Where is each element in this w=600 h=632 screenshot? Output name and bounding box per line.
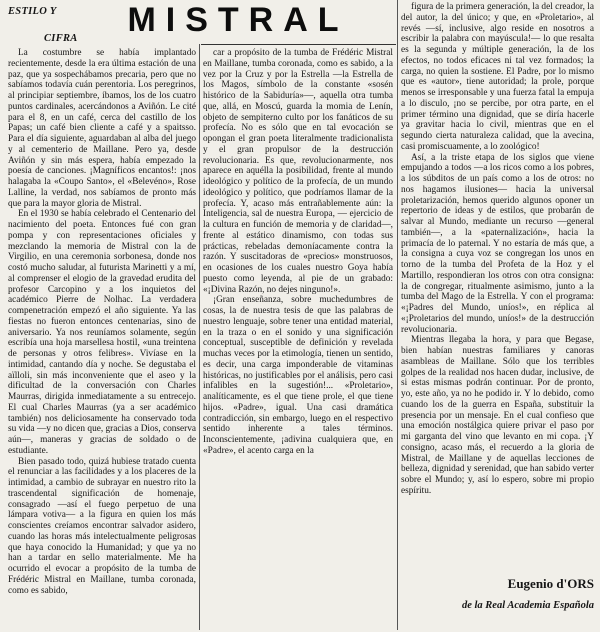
title-underline-rule <box>201 44 396 45</box>
author-affiliation: de la Real Academia Española <box>461 600 594 611</box>
article-column-3 <box>401 2 594 572</box>
section-kicker-line2: CIFRA <box>44 33 78 44</box>
paragraph: La costumbre se había implantado recientemente, desde la era última estación de una paz, que ya sospechábamos precaria, pero que no sabíamos todavía cuán perentoria. Los peregrinos, al principiar septiembre, íbamos, los de los cuatro puntos cardinales, acercándonos a Aviñón. Le cité para el 8, en un café, cerca del castillo de los Papas; un café bien cliente a café y a spaitsso. Para el día siguiente, aguardaban al alba del juego y al cementerio de Maillane. Pero ya, desde Aviñón y sin más espera, había empezado la poesía de canciones. ¡Magníficos encantos!: ¡nos halagaba la «Coupo Santo», el «Belevéno», Rose Lalline, la verdad, nos sabíamos de pronto más que para la mayor gloria de Mistral. <box>8 48 196 209</box>
author-signature: Eugenio d'ORS <box>507 576 594 591</box>
paragraph: Así, a la triste etapa de los siglos que viene empujando a todos —a los ricos como a los pobres, a los súbditos de un país como a los de otros: no nos hagamos ilusiones— hacia la universal proletarización, hemos querido algunos oponer un repertorio de ideas y de estilos, que probarán de salvar al Mundo, mediante un recurso —general también—, a la «paternalización», hacia la primacía de lo paternal. Y no estaría de más que, a la consigna a cuya voz se congregan los unos en torno de la tumba del Profeta de la Hoz y el Martillo, respondieran los otros con otra consigna: la de congregar, ritualmente asimismo, junto a la tumba del Mago de la Estrella. Y con el programa: «¡Padres del Mundo, uníos!», en réplica al «¡Proletarios del mundo, uníos!» de la destrucción revolucionaria. <box>401 152 594 335</box>
paragraph: En el 1930 se había celebrado el Centenario del nacimiento del poeta. Entonces fué con gran pompa y con representaciones oficiales y mezclando la memoria de Mistral con la de Virgilio, en una ceremonia sorbonesa, donde nos costó mucho saludar, al futurista Marinetti y a mí, al comprenser el elogio de la gravedad erudita del profesor Carcopino y a los inquietos del académico Pierre de Nolhac. La verdadera compenetración empezó el año siguiente. Ya las fiestas no fueron entonces centenarias, sino de aniversario. Ya nos reuníamos solamente, según escribía una hoja marsellesa hostil, «una treintena de personas y otros felibres». Vivíase en la intimidad, cantando día y noche. Se degustaba el aïlloli, sin más inconveniente que el aseo y la dificultad de la conversación con Charles Maurras, dirigida inmediatamente a su entrecejo. El cual Charles Maurras (ya a ser académico también) nos deliciosamente ha conservado toda su vida —y no dicen que, gracias a Dios, conserva aún—, maneras y gracias de soldado o de estudiante. <box>8 209 196 456</box>
article-column-2 <box>203 48 393 554</box>
paragraph: figura de la primera generación, la del creador, la del autor, la del único; y que, en «Proletario», al revés —sí, inclusive, algo reside en nosotros a escribir la palabra con mayúscula!— lo que resalta es la segunda y múltiple generación, la de los efectos, no todos eficaces ni tal vez formados; la carga, no quien la sostiene. El Padre, por lo mismo que es «autor», tiene autoridad; la prole, porque menos se irresponsable y una fuerza fatal la empuja a lo disculo, ¡no se percibe, por otra parte, en el primer término una dignidad, que se diría hacerle ya gravitar hacia lo civil, mientras que en el segundo cierta naturaleza calidad, que la avecina, casi promiscuamente, a lo zoológico! <box>401 2 594 152</box>
paragraph: car a propósito de la tumba de Frédéric Mistral en Maillane, tumba coronada, como es sabido, a la vez por la Cruz y por la Estrella —la Estrella de los Magos, símbolo de la constante «sosén histórico de la Sabiduría»—, aquella otra tumba que, allá, en Moscú, guarda la momia de Lenín, objeto de sempiterno culto por los fanáticos de su profecía. No es sólo que en tal evocación se opongan el gran poeta literalmente tradicionalista y el gran propulsor de la destrucción revolucionaria. Es que, revolucionarmente, nos aparece en aquélla la posibilidad, frente al mundo ideológico y político de la profecía, de un mundo ideológico y político, que podríamos llamar de la profecía. Y, acaso más entrañablemente aún: la Inteligencia, sal de nuestra Europa, — ejercicio de la cultura en función de memoria y de claridad—, frente al estático dinamismo, con todas sus prácticas, rebeladas demoníacamente contra la razón. Y suscitadoras de «precios» monstruosos, en ocasiones de los cuales nuestro Goya había puesto como leyenda, al pie de un grabado: «¡Divina Razón, no dejes ninguno!». <box>203 48 393 295</box>
article-column-1 <box>8 48 196 632</box>
paragraph: ¡Gran enseñanza, sobre muchedumbres de cosas, la de nuestra tesis de que las palabras de nuestro lenguaje, sobre tener una entidad material, en la traza o en el sonido y una significación conceptual, susceptible de definición y revelada muchas veces por la etimología, tienen un sentido, es decir, una carga imponderable de vitaminas históricas, no justificables por el análisis, pero casi infalibles en la sugestión!... «Proletario», analíticamente, es el que tiene prole, el que tiene hijos. «Padre», igual. Una casi dramática contradicción, sin embargo, luego en el respectivo sentido inherente a tales términos. Inconscientemente, ¡adivina cualquiera que, en «Padre», el acento carga en la <box>203 295 393 456</box>
article-title: MISTRAL <box>127 0 349 39</box>
column-divider-2 <box>397 0 398 630</box>
paragraph: Mientras llegaba la hora, y para que Begase, bien habían nuestras familiares y canoras asambleas de Maillane. Sólo que los terribles golpes de la realidad nos hacen dudar, inclusive, de si estas mismas podrán continuar. Por de pronto, yo, este año, ya no he podido ir. Y lo debido, como cuando los de la guerra en España, substituir la presencia por un mensaje. En el cual confieso que una emoción nostálgica quiere privar el paso por mi garganta del vino que levanto en mi copa. ¡Y consigno, acaso más, el recuerdo a la gloria de Mistral, de Maillane y de aquellas lecciones de belleza, dignidad y serenidad, que han sabido verter sobre el Mundo; y, así lo espero, sobre mi propio espíritu. <box>401 335 594 496</box>
column-divider-1 <box>199 44 200 630</box>
section-kicker-line1: ESTILO Y <box>8 6 57 17</box>
paragraph: Bien pasado todo, quizá hubiese tratado cuenta el renunciar a las facilidades y a los placeres de la intimidad, a cambio de subrayar en nuestro rito la trascendental significación de homenaje, consagrado —así el fuego perpetuo de una lámpara votiva— a la figura en quien los más conscientes creíamos encontrar salvador asidero, cuando las horas más intelectualmente peligrosas que haya conocido la Humanidad; y que ya no han a tardar en sello materialmente. Me ha ocurrido el evocar a propósito de la tumba de Frédéric Mistral en Maillane, tumba coronada, como es sabido, <box>8 456 196 596</box>
